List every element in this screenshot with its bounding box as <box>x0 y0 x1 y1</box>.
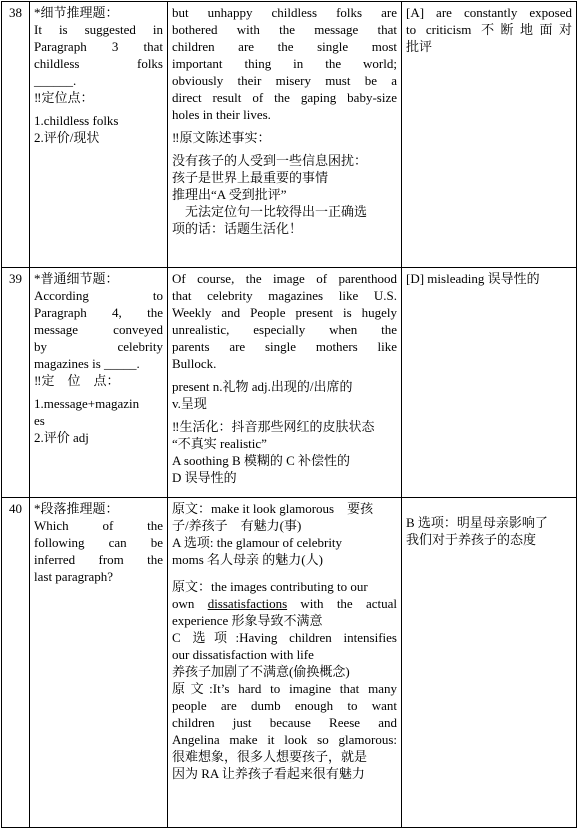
source-line: experience 形象导致不满意 <box>172 613 323 628</box>
question-type: *段落推理题： <box>34 501 119 516</box>
source-cell <box>168 268 402 498</box>
answer-cell <box>402 2 577 268</box>
source-line: important thing in the world; <box>172 56 397 71</box>
question-stem-line: Paragraph 4, the <box>34 305 163 320</box>
question-stem-line: Which of the <box>34 518 163 533</box>
question-stem-line: by celebrity <box>34 339 163 354</box>
question-number: 40 <box>2 498 30 828</box>
analysis-line: 推理出“A 受到批评” <box>172 187 287 202</box>
source-line: unrealistic, especially when the <box>172 322 397 337</box>
locate-point: es <box>34 413 45 428</box>
analysis-line: 孩子是世界上最重要的事情 <box>172 170 329 185</box>
life-example-line: “不真实 realistic” <box>172 436 267 451</box>
source-line: 因为 RA 让养孩子看起来很有魅力 <box>172 766 365 781</box>
question-stem-line: last paragraph? <box>34 569 114 584</box>
source-line: 子/养孩子 有魅力(事) <box>172 518 302 533</box>
locate-label: ‼定位点： <box>34 90 94 105</box>
locate-point: 2.评价 adj <box>34 430 89 445</box>
question-number: 38 <box>2 2 30 268</box>
source-line: C 选项:Having children intensifies <box>172 630 397 645</box>
locate-label: ‼定 位 点： <box>34 373 120 388</box>
vocab-line: present n.礼物 adj.出现的/出席的 <box>172 379 353 394</box>
source-cell <box>168 498 402 828</box>
source-line: 很难想象，很多人想要孩子，就是 <box>172 749 368 764</box>
question-stem-line: message conveyed <box>34 322 163 337</box>
question-cell <box>30 268 168 498</box>
source-line: Of course, the image of parenthood <box>172 271 397 286</box>
question-type: *细节推理题： <box>34 5 119 20</box>
answer-line: to criticism 不断地面对 <box>406 22 572 37</box>
source-line: children just because Reese and <box>172 715 397 730</box>
question-number: 39 <box>2 268 30 498</box>
answer-line: B 选项：明星母亲影响了 <box>406 515 548 530</box>
source-cell <box>168 2 402 268</box>
analysis-line: 无法定位句一比较得出一正确选 <box>172 204 368 219</box>
source-word: own <box>172 596 195 611</box>
source-line: 原文：the images contributing to our <box>172 579 368 594</box>
answer-cell <box>402 268 577 498</box>
table-row <box>2 2 577 268</box>
source-line: holes in their lives. <box>172 107 271 122</box>
question-cell <box>30 498 168 828</box>
source-line: our dissatisfaction with life <box>172 647 314 662</box>
fact-label: ‼原文陈述事实： <box>172 130 271 145</box>
underlined-word: dissatisfactions <box>207 596 288 611</box>
source-line: children are the single most <box>172 39 397 54</box>
source-line: that celebrity magazines like U.S. <box>172 288 397 303</box>
source-line: obviously their misery must be a <box>172 73 397 88</box>
source-word: with the actual <box>300 596 398 611</box>
source-line: 原文：make it look glamorous 要孩 <box>172 501 374 516</box>
question-stem-line: following can be <box>34 535 163 550</box>
source-line: but unhappy childless folks are <box>172 5 397 20</box>
question-stem-line: ______. <box>34 73 77 88</box>
analysis-line: 没有孩子的人受到一些信息困扰： <box>172 153 368 168</box>
analysis-table <box>1 1 577 828</box>
options-line: A soothing B 模糊的 C 补偿性的 <box>172 453 351 468</box>
question-stem-line: childless folks <box>34 56 163 71</box>
answer-line: [D] misleading 误导性的 <box>406 271 540 286</box>
table-row <box>2 268 577 498</box>
question-stem-line: Paragraph 3 that <box>34 39 163 54</box>
question-cell <box>30 2 168 268</box>
question-stem-line: It is suggested in <box>34 22 163 37</box>
locate-point: 1.message+magazin <box>34 396 140 411</box>
source-line: Weekly and People present is hugely <box>172 305 397 320</box>
source-line: people are dumb enough to want <box>172 698 397 713</box>
source-line: parents are single mothers like <box>172 339 397 354</box>
answer-line: 我们对于养孩子的态度 <box>406 532 537 547</box>
question-stem-line: According to <box>34 288 163 303</box>
locate-point: 2.评价/现状 <box>34 130 100 145</box>
life-example-line: ‼生活化：抖音那些网红的皮肤状态 <box>172 419 375 434</box>
analysis-line: 项的话：话题生活化！ <box>172 221 303 236</box>
source-line: moms 名人母亲 的魅力(人) <box>172 552 323 567</box>
answer-line: [A] are constantly exposed <box>406 5 572 20</box>
answer-line: 批评 <box>406 39 433 54</box>
source-line-underlined <box>172 595 397 612</box>
source-line: 原文:It’s hard to imagine that many <box>172 681 397 696</box>
source-line: 养孩子加剧了不满意(偷换概念) <box>172 664 350 679</box>
source-line: direct result of the gaping baby-size <box>172 90 397 105</box>
answer-cell <box>402 498 577 828</box>
options-line: D 误导性的 <box>172 470 237 485</box>
source-line: bothered with the message that <box>172 22 397 37</box>
locate-point: 1.childless folks <box>34 113 119 128</box>
question-stem-line: inferred from the <box>34 552 163 567</box>
question-stem-line: magazines is _____. <box>34 356 140 371</box>
table-row <box>2 498 577 828</box>
source-line: Bullock. <box>172 356 217 371</box>
vocab-line: v.呈现 <box>172 396 207 411</box>
source-line: A 选项: the glamour of celebrity <box>172 535 343 550</box>
source-line: Angelina make it look so glamorous: <box>172 732 397 747</box>
question-type: *普通细节题： <box>34 271 119 286</box>
